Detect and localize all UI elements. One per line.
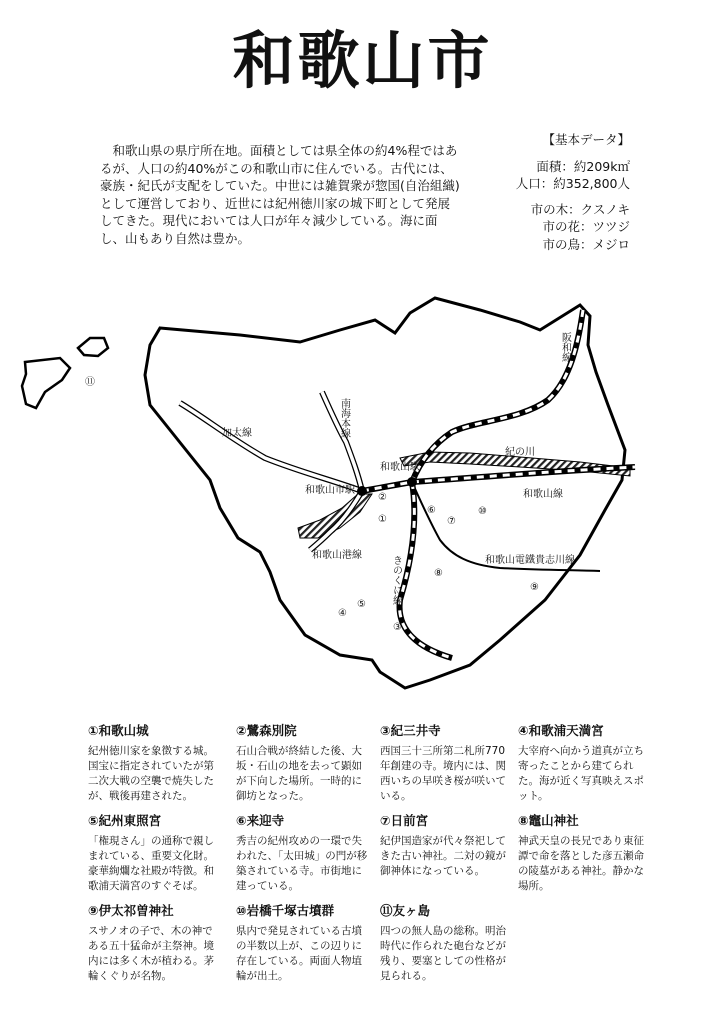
marker-11: ⑪ bbox=[85, 377, 95, 388]
spot-11 bbox=[380, 903, 512, 984]
spot-desc: 紀州徳川家を象徴する城。国宝に指定されていたが第二次大戦の空襲で焼失したが、戦後再建された。 bbox=[88, 745, 214, 802]
marker-8: ⑧ bbox=[434, 568, 443, 579]
spot-name: ⑤紀州東照宮 bbox=[88, 813, 162, 828]
label-port-line: 和歌山港線 bbox=[312, 550, 362, 561]
marker-5: ⑤ bbox=[357, 599, 366, 610]
spot-desc: 「権現さん」の通称で親しまれている、重要文化財。豪華絢爛な社殿が特徴。和歌浦天満宮のすぐそば。 bbox=[88, 835, 214, 892]
intro-text: 和歌山県の県庁所在地。面積としては県全体の約4%程ではあるが、人口の約40%がこの和歌山市に住んでいる。古代には、豪族・紀氏が支配をしていた。中世には雑賀衆が惣国(自治組織)として運営しており、近世には紀州徳川家の城下町として発展してきた。現代においては人口が年々減少している。海に面し、山もあり自然は豊か。 bbox=[100, 143, 460, 246]
spot-10 bbox=[236, 903, 368, 984]
marker-4: ④ bbox=[338, 608, 347, 619]
basic-data bbox=[480, 131, 630, 253]
city-tree: 市の木：クスノキ bbox=[530, 201, 630, 217]
spot-desc: 西国三十三所第二札所770年創建の寺。境内には、関西いちの早咲き桜が咲いている。 bbox=[380, 745, 506, 802]
spot-desc: 四つの無人島の総称。明治時代に作られた砲台などが残り、要塞としての性格が見られる。 bbox=[380, 925, 506, 982]
spot-9 bbox=[88, 903, 220, 984]
marker-1: ① bbox=[378, 514, 387, 525]
area-value: 面積：約209k㎡ bbox=[536, 158, 630, 174]
spot-desc: 大宰府へ向かう道真が立ち寄ったことから建てられた。海が近く写真映えスポット。 bbox=[518, 745, 644, 802]
label-kinokuni: きのくに線 bbox=[390, 555, 402, 605]
spot-name: ③紀三井寺 bbox=[380, 723, 441, 738]
label-kishigawa: 和歌山電鐵貴志川線 bbox=[485, 555, 575, 566]
spot-desc: スサノオの子で、木の神である五十猛命が主祭神。境内には多く木が植わる。茅輪くぐりが名物。 bbox=[88, 925, 214, 982]
marker-9: ⑨ bbox=[530, 582, 539, 593]
marker-3: ③ bbox=[393, 622, 402, 633]
spot-name: ①和歌山城 bbox=[88, 723, 149, 738]
spot-6 bbox=[236, 813, 368, 894]
marker-6: ⑥ bbox=[427, 505, 436, 516]
spot-3 bbox=[380, 723, 512, 804]
island-west bbox=[22, 358, 70, 408]
kinokuni-line bbox=[400, 482, 452, 658]
spot-8 bbox=[518, 813, 650, 894]
label-wakayama-line: 和歌山線 bbox=[523, 489, 563, 500]
island-east bbox=[78, 338, 108, 356]
spot-5 bbox=[88, 813, 220, 894]
city-bird: 市の鳥：メジロ bbox=[542, 236, 630, 252]
spot-desc: 神武天皇の長兄であり東征譚で命を落とした彦五瀬命の陵墓がある神社。静かな場所。 bbox=[518, 835, 644, 892]
wakayamashi-station-dot bbox=[357, 486, 367, 496]
spot-name: ⑥来迎寺 bbox=[236, 813, 285, 828]
spot-7 bbox=[380, 813, 512, 879]
spot-desc: 県内で発見されている古墳の半数以上が、この辺りに存在している。両面人物埴輪が出土。 bbox=[236, 925, 362, 982]
spot-name: ④和歌浦天満宮 bbox=[518, 723, 604, 738]
wakayama-station-dot bbox=[407, 477, 417, 487]
marker-2: ② bbox=[378, 492, 387, 503]
page-title: 和歌山市 bbox=[232, 24, 493, 97]
label-nankai: 南海本線 bbox=[338, 398, 350, 438]
spot-desc: 秀吉の紀州攻めの一環で失われた、「太田城」の門が移築されている寺。市街地に建っている。 bbox=[236, 835, 368, 892]
spot-name: ⑧竈山神社 bbox=[518, 813, 579, 828]
city-map bbox=[0, 290, 725, 710]
wakayama-line bbox=[412, 467, 635, 482]
spot-2 bbox=[236, 723, 368, 804]
city-flower: 市の花：ツツジ bbox=[542, 219, 630, 234]
marker-10: ⑩ bbox=[478, 506, 487, 517]
label-kada: 加太線 bbox=[222, 428, 252, 439]
spot-desc: 石山合戦が終結した後、大坂・石山の地を去って顕如が下向した場所。一時的に御坊となった。 bbox=[236, 745, 362, 802]
spot-4 bbox=[518, 723, 650, 804]
label-wakayama-station: 和歌山駅 bbox=[380, 462, 420, 473]
marker-7: ⑦ bbox=[447, 516, 456, 527]
population-value: 人口：約352,800人 bbox=[515, 176, 630, 191]
label-kinokawa: 紀の川 bbox=[505, 447, 535, 458]
spot-name: ②鷺森別院 bbox=[236, 723, 297, 738]
spot-name: ⑪友ヶ島 bbox=[380, 903, 431, 918]
spot-name: ⑨伊太祁曽神社 bbox=[88, 903, 174, 918]
basic-data-heading: 【基本データ】 bbox=[542, 132, 630, 147]
label-wakayamashi-station: 和歌山市駅 bbox=[305, 485, 355, 496]
spot-1 bbox=[88, 723, 220, 804]
spot-name: ⑩岩橋千塚古墳群 bbox=[236, 903, 335, 918]
label-hanwa: 阪和線 bbox=[559, 332, 571, 362]
spot-name: ⑦日前宮 bbox=[380, 813, 429, 828]
spot-desc: 紀伊国造家が代々祭祀してきた古い神社。二対の鏡が御神体になっている。 bbox=[380, 835, 506, 877]
